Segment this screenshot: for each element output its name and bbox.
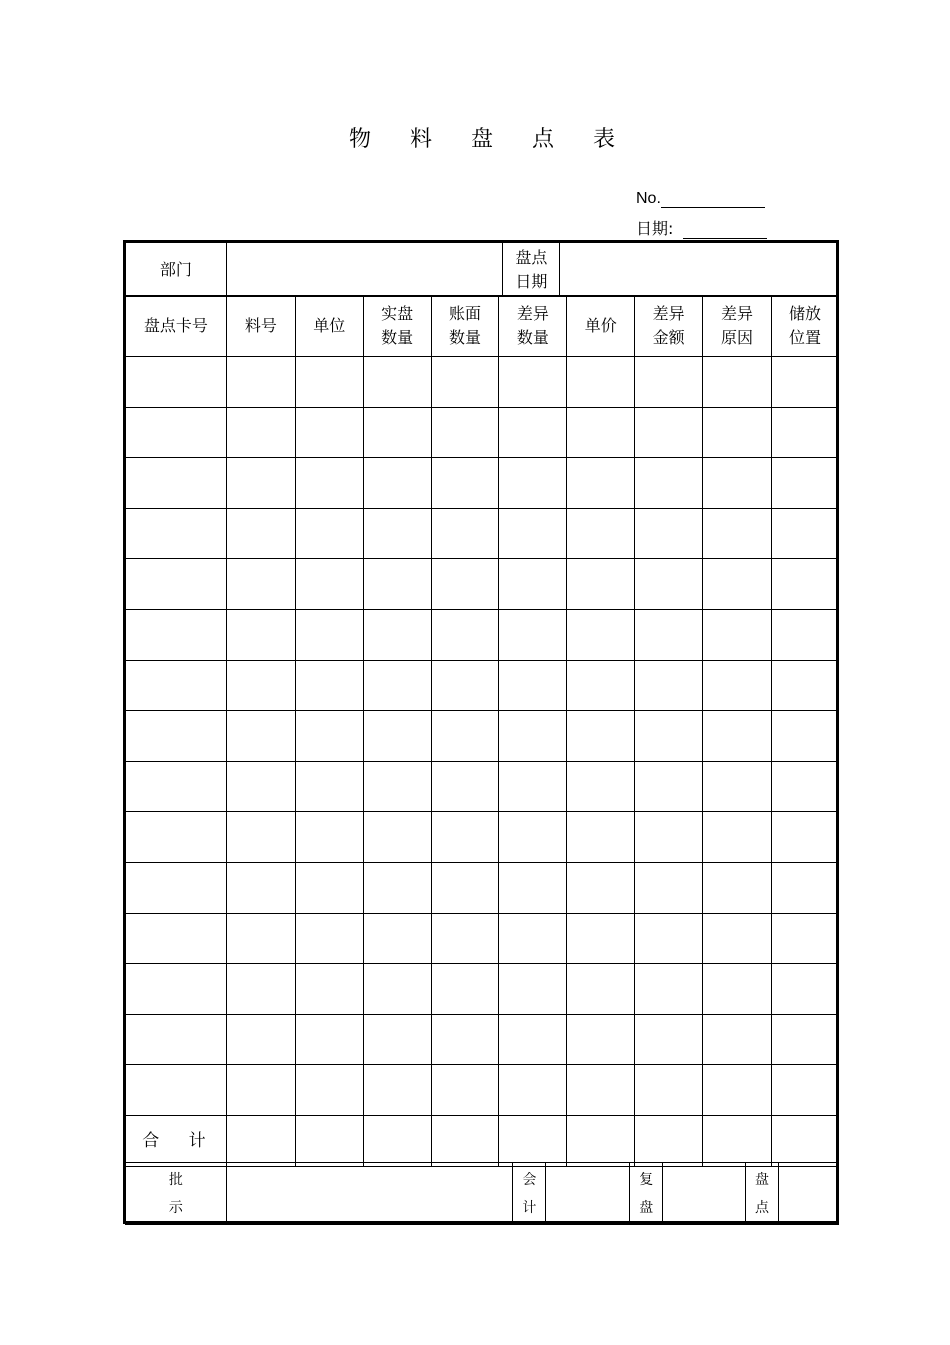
table-cell[interactable]	[635, 559, 703, 610]
table-cell[interactable]	[703, 1014, 772, 1065]
table-cell[interactable]	[703, 1065, 772, 1116]
table-row	[126, 761, 839, 812]
table-cell[interactable]	[635, 357, 703, 408]
table-cell[interactable]	[772, 1065, 839, 1116]
table-row	[126, 812, 839, 863]
table-row	[126, 1065, 839, 1116]
table-cell[interactable]	[567, 761, 635, 812]
table-row	[126, 559, 839, 610]
table-cell[interactable]	[772, 812, 839, 863]
table-cell[interactable]	[499, 913, 567, 964]
table-cell[interactable]	[567, 913, 635, 964]
table-cell[interactable]	[499, 812, 567, 863]
table-cell[interactable]	[295, 711, 363, 762]
table-cell[interactable]	[126, 458, 227, 509]
table-cell[interactable]	[567, 508, 635, 559]
table-cell[interactable]	[295, 1014, 363, 1065]
table-cell[interactable]	[567, 862, 635, 913]
table-cell[interactable]	[431, 508, 499, 559]
table-cell[interactable]	[363, 812, 431, 863]
table-cell[interactable]	[295, 761, 363, 812]
table-cell[interactable]	[703, 964, 772, 1015]
table-cell[interactable]	[567, 711, 635, 762]
table-cell[interactable]	[499, 407, 567, 458]
form-date-label: 日期:	[636, 219, 674, 238]
table-row	[126, 357, 839, 408]
table-cell[interactable]	[567, 660, 635, 711]
table-row	[126, 508, 839, 559]
table-cell[interactable]	[126, 508, 227, 559]
table-cell[interactable]	[363, 508, 431, 559]
approval-field[interactable]	[226, 1163, 513, 1225]
table-cell[interactable]	[431, 559, 499, 610]
column-header: 盘点卡号	[126, 296, 227, 357]
table-cell[interactable]	[567, 609, 635, 660]
table-cell[interactable]	[226, 964, 295, 1015]
form-number-field[interactable]	[661, 190, 765, 208]
table-cell[interactable]	[226, 508, 295, 559]
table-cell[interactable]	[126, 964, 227, 1015]
table-cell[interactable]	[295, 862, 363, 913]
column-header: 差异 原因	[703, 296, 772, 357]
department-row	[125, 242, 839, 297]
table-cell[interactable]	[126, 559, 227, 610]
total-cell[interactable]	[772, 1115, 839, 1166]
table-cell[interactable]	[635, 862, 703, 913]
table-cell[interactable]	[226, 559, 295, 610]
total-cell[interactable]	[226, 1115, 295, 1166]
table-cell[interactable]	[295, 407, 363, 458]
table-cell[interactable]	[635, 1014, 703, 1065]
table-cell[interactable]	[126, 660, 227, 711]
table-cell[interactable]	[499, 964, 567, 1015]
total-cell[interactable]	[499, 1115, 567, 1166]
table-cell[interactable]	[499, 458, 567, 509]
table-cell[interactable]	[295, 559, 363, 610]
table-cell[interactable]	[363, 407, 431, 458]
table-cell[interactable]	[226, 711, 295, 762]
table-cell[interactable]	[226, 660, 295, 711]
table-cell[interactable]	[431, 458, 499, 509]
table-cell[interactable]	[703, 559, 772, 610]
recheck-field[interactable]	[663, 1163, 746, 1225]
table-cell[interactable]	[772, 609, 839, 660]
form-date-field[interactable]	[683, 221, 767, 239]
table-row	[126, 609, 839, 660]
total-row	[126, 1115, 839, 1166]
table-cell[interactable]	[635, 508, 703, 559]
table-cell[interactable]	[567, 1014, 635, 1065]
table-cell[interactable]	[703, 711, 772, 762]
table-cell[interactable]	[635, 913, 703, 964]
table-cell[interactable]	[567, 1065, 635, 1116]
table-row	[126, 1014, 839, 1065]
document-title: 物 料 盘 点 表	[349, 127, 631, 152]
table-row	[126, 964, 839, 1015]
table-cell[interactable]	[499, 862, 567, 913]
table-cell[interactable]	[635, 407, 703, 458]
table-cell[interactable]	[772, 913, 839, 964]
accounting-field[interactable]	[546, 1163, 630, 1225]
table-cell[interactable]	[703, 812, 772, 863]
table-cell[interactable]	[499, 559, 567, 610]
table-cell[interactable]	[226, 812, 295, 863]
table-cell[interactable]	[126, 711, 227, 762]
total-cell[interactable]	[567, 1115, 635, 1166]
department-field[interactable]	[226, 243, 503, 297]
table-cell[interactable]	[295, 508, 363, 559]
count-date-label: 盘点 日期	[503, 243, 560, 297]
table-cell[interactable]	[499, 660, 567, 711]
total-cell[interactable]	[431, 1115, 499, 1166]
table-cell[interactable]	[635, 1065, 703, 1116]
counter-field[interactable]	[779, 1163, 839, 1225]
counter-label: 盘 点	[746, 1163, 779, 1225]
table-cell[interactable]	[363, 913, 431, 964]
table-cell[interactable]	[126, 862, 227, 913]
table-cell[interactable]	[772, 761, 839, 812]
table-cell[interactable]	[431, 711, 499, 762]
table-cell[interactable]	[703, 508, 772, 559]
table-cell[interactable]	[295, 357, 363, 408]
table-cell[interactable]	[363, 458, 431, 509]
table-cell[interactable]	[126, 407, 227, 458]
table-cell[interactable]	[703, 862, 772, 913]
table-cell[interactable]	[431, 862, 499, 913]
table-cell[interactable]	[226, 1065, 295, 1116]
table-cell[interactable]	[431, 660, 499, 711]
column-header: 单位	[295, 296, 363, 357]
table-cell[interactable]	[226, 458, 295, 509]
table-row	[126, 862, 839, 913]
table-cell[interactable]	[499, 711, 567, 762]
total-cell[interactable]	[703, 1115, 772, 1166]
table-cell[interactable]	[295, 458, 363, 509]
table-cell[interactable]	[126, 1014, 227, 1065]
table-cell[interactable]	[567, 407, 635, 458]
table-cell[interactable]	[126, 1065, 227, 1116]
table-cell[interactable]	[635, 711, 703, 762]
table-cell[interactable]	[226, 357, 295, 408]
table-cell[interactable]	[635, 812, 703, 863]
table-cell[interactable]	[126, 357, 227, 408]
table-cell[interactable]	[499, 508, 567, 559]
table-cell[interactable]	[226, 913, 295, 964]
table-cell[interactable]	[126, 812, 227, 863]
column-header: 实盘 数量	[363, 296, 431, 357]
table-cell[interactable]	[363, 761, 431, 812]
table-cell[interactable]	[499, 1065, 567, 1116]
table-cell[interactable]	[363, 964, 431, 1015]
table-cell[interactable]	[635, 761, 703, 812]
column-header: 差异 数量	[499, 296, 567, 357]
table-cell[interactable]	[126, 913, 227, 964]
accounting-label: 会 计	[513, 1163, 546, 1225]
table-cell[interactable]	[635, 609, 703, 660]
table-cell[interactable]	[703, 761, 772, 812]
total-cell[interactable]	[635, 1115, 703, 1166]
table-cell[interactable]	[772, 458, 839, 509]
table-cell[interactable]	[772, 508, 839, 559]
table-row	[126, 711, 839, 762]
table-cell[interactable]	[703, 357, 772, 408]
column-header: 储放 位置	[772, 296, 839, 357]
table-cell[interactable]	[635, 660, 703, 711]
table-cell[interactable]	[295, 1065, 363, 1116]
total-cell[interactable]	[295, 1115, 363, 1166]
table-cell[interactable]	[772, 964, 839, 1015]
table-row	[126, 458, 839, 509]
table-cell[interactable]	[567, 812, 635, 863]
table-cell[interactable]	[226, 1014, 295, 1065]
table-cell[interactable]	[567, 357, 635, 408]
table-cell[interactable]	[772, 660, 839, 711]
table-cell[interactable]	[295, 812, 363, 863]
table-cell[interactable]	[226, 862, 295, 913]
table-cell[interactable]	[499, 1014, 567, 1065]
column-header-row	[126, 296, 839, 357]
column-header: 单价	[567, 296, 635, 357]
table-cell[interactable]	[363, 862, 431, 913]
table-cell[interactable]	[126, 761, 227, 812]
table-cell[interactable]	[431, 964, 499, 1015]
inventory-grid	[125, 295, 839, 1167]
table-cell[interactable]	[295, 660, 363, 711]
table-cell[interactable]	[126, 609, 227, 660]
table-cell[interactable]	[635, 458, 703, 509]
table-cell[interactable]	[431, 1065, 499, 1116]
form-number	[636, 190, 765, 208]
table-cell[interactable]	[703, 913, 772, 964]
table-cell[interactable]	[772, 862, 839, 913]
table-cell[interactable]	[772, 711, 839, 762]
table-cell[interactable]	[431, 812, 499, 863]
table-cell[interactable]	[499, 609, 567, 660]
table-cell[interactable]	[295, 609, 363, 660]
column-header: 差异 金额	[635, 296, 703, 357]
table-cell[interactable]	[431, 407, 499, 458]
table-cell[interactable]	[363, 660, 431, 711]
table-cell[interactable]	[499, 357, 567, 408]
table-cell[interactable]	[226, 407, 295, 458]
table-cell[interactable]	[567, 559, 635, 610]
signature-row	[125, 1162, 839, 1225]
table-cell[interactable]	[431, 1014, 499, 1065]
table-cell[interactable]	[703, 609, 772, 660]
table-cell[interactable]	[431, 609, 499, 660]
table-cell[interactable]	[363, 559, 431, 610]
table-cell[interactable]	[431, 913, 499, 964]
table-cell[interactable]	[703, 407, 772, 458]
table-row	[126, 407, 839, 458]
table-cell[interactable]	[772, 559, 839, 610]
table-cell[interactable]	[226, 761, 295, 812]
table-cell[interactable]	[431, 357, 499, 408]
table-cell[interactable]	[499, 761, 567, 812]
count-date-field[interactable]	[560, 243, 839, 297]
inventory-table-frame	[123, 240, 839, 1224]
approval-label: 批 示	[126, 1163, 227, 1225]
recheck-label: 复 盘	[630, 1163, 663, 1225]
table-cell[interactable]	[703, 458, 772, 509]
department-label: 部门	[126, 243, 227, 297]
table-cell[interactable]	[363, 1065, 431, 1116]
table-cell[interactable]	[363, 711, 431, 762]
total-cell[interactable]	[363, 1115, 431, 1166]
column-header: 账面 数量	[431, 296, 499, 357]
table-row	[126, 913, 839, 964]
table-cell[interactable]	[567, 964, 635, 1015]
table-cell[interactable]	[363, 357, 431, 408]
table-cell[interactable]	[431, 761, 499, 812]
table-row	[126, 660, 839, 711]
table-cell[interactable]	[772, 1014, 839, 1065]
table-cell[interactable]	[295, 964, 363, 1015]
column-header: 料号	[226, 296, 295, 357]
total-label: 合 计	[126, 1115, 227, 1166]
table-cell[interactable]	[772, 407, 839, 458]
table-cell[interactable]	[567, 458, 635, 509]
form-date	[636, 216, 767, 239]
table-cell[interactable]	[363, 609, 431, 660]
table-cell[interactable]	[295, 913, 363, 964]
form-number-label: No.	[636, 190, 661, 207]
table-cell[interactable]	[635, 964, 703, 1015]
table-cell[interactable]	[703, 660, 772, 711]
table-cell[interactable]	[226, 609, 295, 660]
table-cell[interactable]	[772, 357, 839, 408]
table-cell[interactable]	[363, 1014, 431, 1065]
